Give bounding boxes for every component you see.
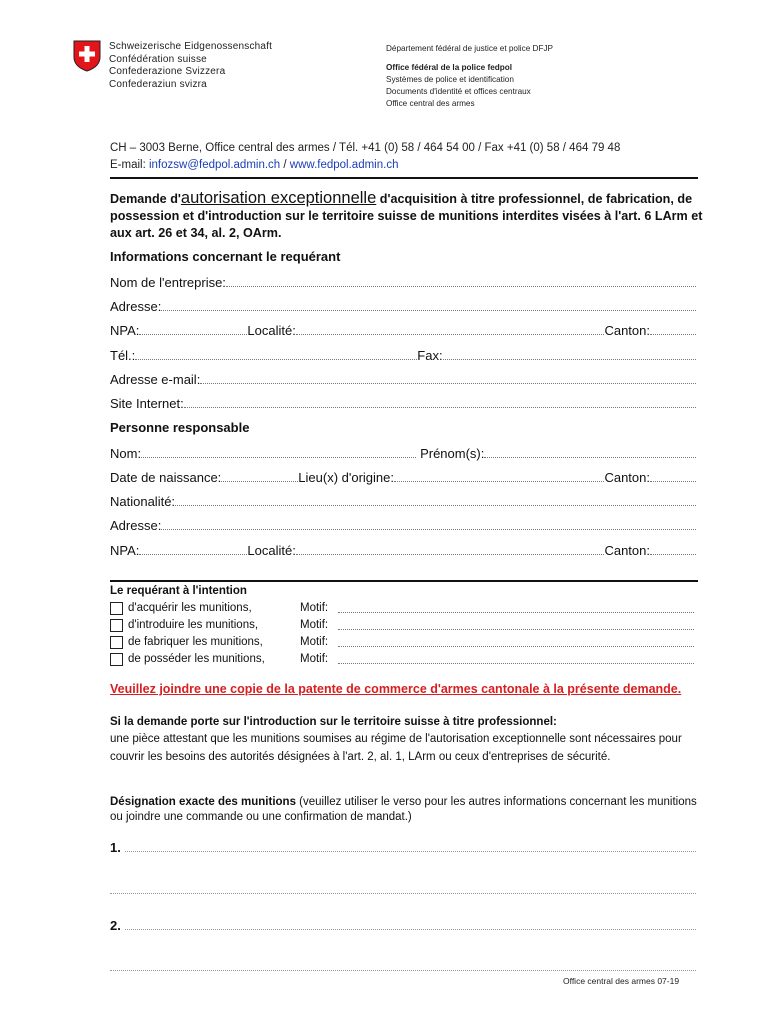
nationality-label: Nationalité: — [110, 494, 176, 509]
item-1-line[interactable] — [125, 850, 696, 852]
title-prefix: Demande d' — [110, 192, 181, 206]
introduction-heading: Si la demande porte sur l'introduction sur le territoire suisse à titre professionnel: — [110, 716, 557, 728]
origin-line[interactable] — [394, 480, 604, 482]
email-field[interactable] — [110, 369, 696, 387]
introduce-motif-line[interactable] — [338, 628, 694, 630]
responsible-locality-line[interactable] — [296, 553, 605, 555]
responsible-heading: Personne responsable — [110, 420, 250, 435]
company-label: Nom de l'entreprise: — [110, 275, 226, 290]
canton-line[interactable] — [650, 333, 696, 335]
intent-heading: Le requérant à l'intention — [110, 585, 247, 597]
firstname-label: Prénom(s): — [420, 446, 485, 461]
npa-line[interactable] — [139, 333, 247, 335]
divider-middle — [110, 580, 698, 582]
website-line[interactable] — [184, 406, 696, 408]
item-2-number: 2. — [110, 918, 121, 933]
responsible-address-label: Adresse: — [110, 518, 162, 533]
designation-note — [110, 795, 700, 825]
item-2-line[interactable] — [125, 928, 696, 930]
link-separator: / — [280, 159, 290, 171]
item-1-number: 1. — [110, 840, 121, 855]
website-link[interactable]: www.fedpol.admin.ch — [289, 159, 399, 171]
designation-text: (veuillez utiliser le verso pour les autres informations concernant les munitions ou joindre une commande ou une confirmation de mandat.) — [110, 796, 697, 823]
applicant-address-field[interactable] — [110, 296, 696, 314]
email-field-label: Adresse e-mail: — [110, 372, 201, 387]
acquire-motif-line[interactable] — [338, 611, 694, 613]
confederation-fr: Confédération suisse — [109, 53, 207, 65]
introduce-checkbox[interactable] — [110, 619, 123, 632]
confederation-de: Schweizerische Eidgenossenschaft — [109, 41, 273, 52]
acquire-motif-label: Motif: — [300, 602, 329, 614]
company-line[interactable] — [226, 285, 696, 287]
title-rest: d'acquisition à titre professionnel, de fabrication, de possession et d'introduction sur le territoire suisse de munitions interdites visées à l'art. 6 LArm et aux art. 26 et 34, al. 2, OArm. — [110, 192, 703, 240]
division-line-1: Systèmes de police et identification — [386, 75, 514, 84]
responsible-npa-row — [110, 540, 696, 558]
footer-reference: Office central des armes 07-19 — [563, 976, 680, 986]
website-label: Site Internet: — [110, 396, 184, 411]
responsible-npa-line[interactable] — [139, 553, 247, 555]
manufacture-checkbox[interactable] — [110, 636, 123, 649]
intent-possess — [110, 651, 694, 667]
form-title — [110, 190, 710, 242]
introduce-motif-label: Motif: — [300, 619, 329, 631]
birth-origin-row — [110, 467, 696, 485]
intent-manufacture — [110, 634, 694, 650]
address-line-field[interactable] — [161, 309, 696, 311]
canton-origin-line[interactable] — [650, 480, 696, 482]
canton-label: Canton: — [604, 323, 650, 338]
division-line-2: Documents d'identité et offices centraux — [386, 87, 531, 96]
manufacture-motif-line[interactable] — [338, 645, 694, 647]
item-1 — [110, 840, 696, 855]
intent-acquire — [110, 600, 694, 616]
applicant-npa-row — [110, 320, 696, 338]
responsible-canton-label: Canton: — [604, 543, 650, 558]
department-block — [386, 43, 553, 110]
confederation-names — [109, 41, 272, 91]
origin-label: Lieu(x) d'origine: — [298, 470, 394, 485]
responsible-canton-line[interactable] — [650, 553, 696, 555]
possess-checkbox[interactable] — [110, 653, 123, 666]
canton-origin-label: Canton: — [604, 470, 650, 485]
designation-bold: Désignation exacte des munitions — [110, 796, 296, 808]
patent-warning: Veuillez joindre une copie de la patente de commerce d'armes cantonale à la présente demande. — [110, 682, 682, 696]
confederation-it: Confederazione Svizzera — [109, 66, 226, 77]
contact-address — [110, 140, 620, 174]
applicant-heading: Informations concernant le requérant — [110, 249, 341, 264]
locality-label: Localité: — [247, 323, 296, 338]
responsible-address-field[interactable] — [110, 515, 696, 533]
title-highlight: autorisation exceptionnelle — [180, 189, 377, 207]
fax-label: Fax: — [417, 348, 443, 363]
office-name: Office fédéral de la police fedpol — [386, 63, 513, 72]
nationality-line[interactable] — [175, 504, 696, 506]
introduce-label: d'introduire les munitions, — [128, 619, 259, 631]
divider-top — [110, 177, 698, 179]
responsible-address-line[interactable] — [161, 528, 696, 530]
locality-line[interactable] — [296, 333, 605, 335]
tel-label: Tél.: — [110, 348, 136, 363]
intent-introduce — [110, 617, 694, 633]
email-line[interactable] — [200, 382, 696, 384]
email-label: E-mail: — [110, 159, 149, 171]
tel-line[interactable] — [135, 358, 417, 360]
responsible-npa-label: NPA: — [110, 543, 140, 558]
npa-label: NPA: — [110, 323, 140, 338]
name-label: Nom: — [110, 446, 142, 461]
name-row — [110, 443, 696, 461]
possess-motif-line[interactable] — [338, 662, 694, 664]
firstname-line[interactable] — [484, 456, 696, 458]
manufacture-motif-label: Motif: — [300, 636, 329, 648]
acquire-checkbox[interactable] — [110, 602, 123, 615]
fax-line[interactable] — [443, 358, 696, 360]
address-line: CH – 3003 Berne, Office central des armes / Tél. +41 (0) 58 / 464 54 00 / Fax +41 (0) 58 / 464 79 48 — [110, 142, 621, 154]
birthdate-label: Date de naissance: — [110, 470, 222, 485]
introduction-text: une pièce attestant que les munitions soumises au régime de l'autorisation exceptionnelle sont nécessaires pour couvrir les besoins des autorités désignées à l'art. 2, al. 1, LArm ou ceux d'entreprises de sécurité. — [110, 733, 682, 763]
item-2 — [110, 918, 696, 933]
department-name: Département fédéral de justice et police DFJP — [386, 44, 554, 53]
company-field[interactable] — [110, 272, 696, 290]
item-2-continuation-line[interactable] — [110, 969, 696, 971]
acquire-label: d'acquérir les munitions, — [128, 602, 252, 614]
nationality-field[interactable] — [110, 491, 696, 509]
manufacture-label: de fabriquer les munitions, — [128, 636, 263, 648]
birthdate-line[interactable] — [221, 480, 298, 482]
address-label: Adresse: — [110, 299, 162, 314]
confederation-rm: Confederaziun svizra — [109, 78, 207, 90]
possess-motif-label: Motif: — [300, 653, 329, 665]
item-1-continuation-line[interactable] — [110, 892, 696, 894]
swiss-crest-icon — [73, 40, 101, 72]
phone-fax-row — [110, 345, 696, 363]
responsible-locality-label: Localité: — [247, 543, 296, 558]
name-line[interactable] — [141, 456, 416, 458]
division-line-3: Office central des armes — [386, 99, 475, 108]
email-link[interactable]: infozsw@fedpol.admin.ch — [148, 159, 281, 171]
website-field[interactable] — [110, 393, 696, 411]
possess-label: de posséder les munitions, — [128, 653, 265, 665]
